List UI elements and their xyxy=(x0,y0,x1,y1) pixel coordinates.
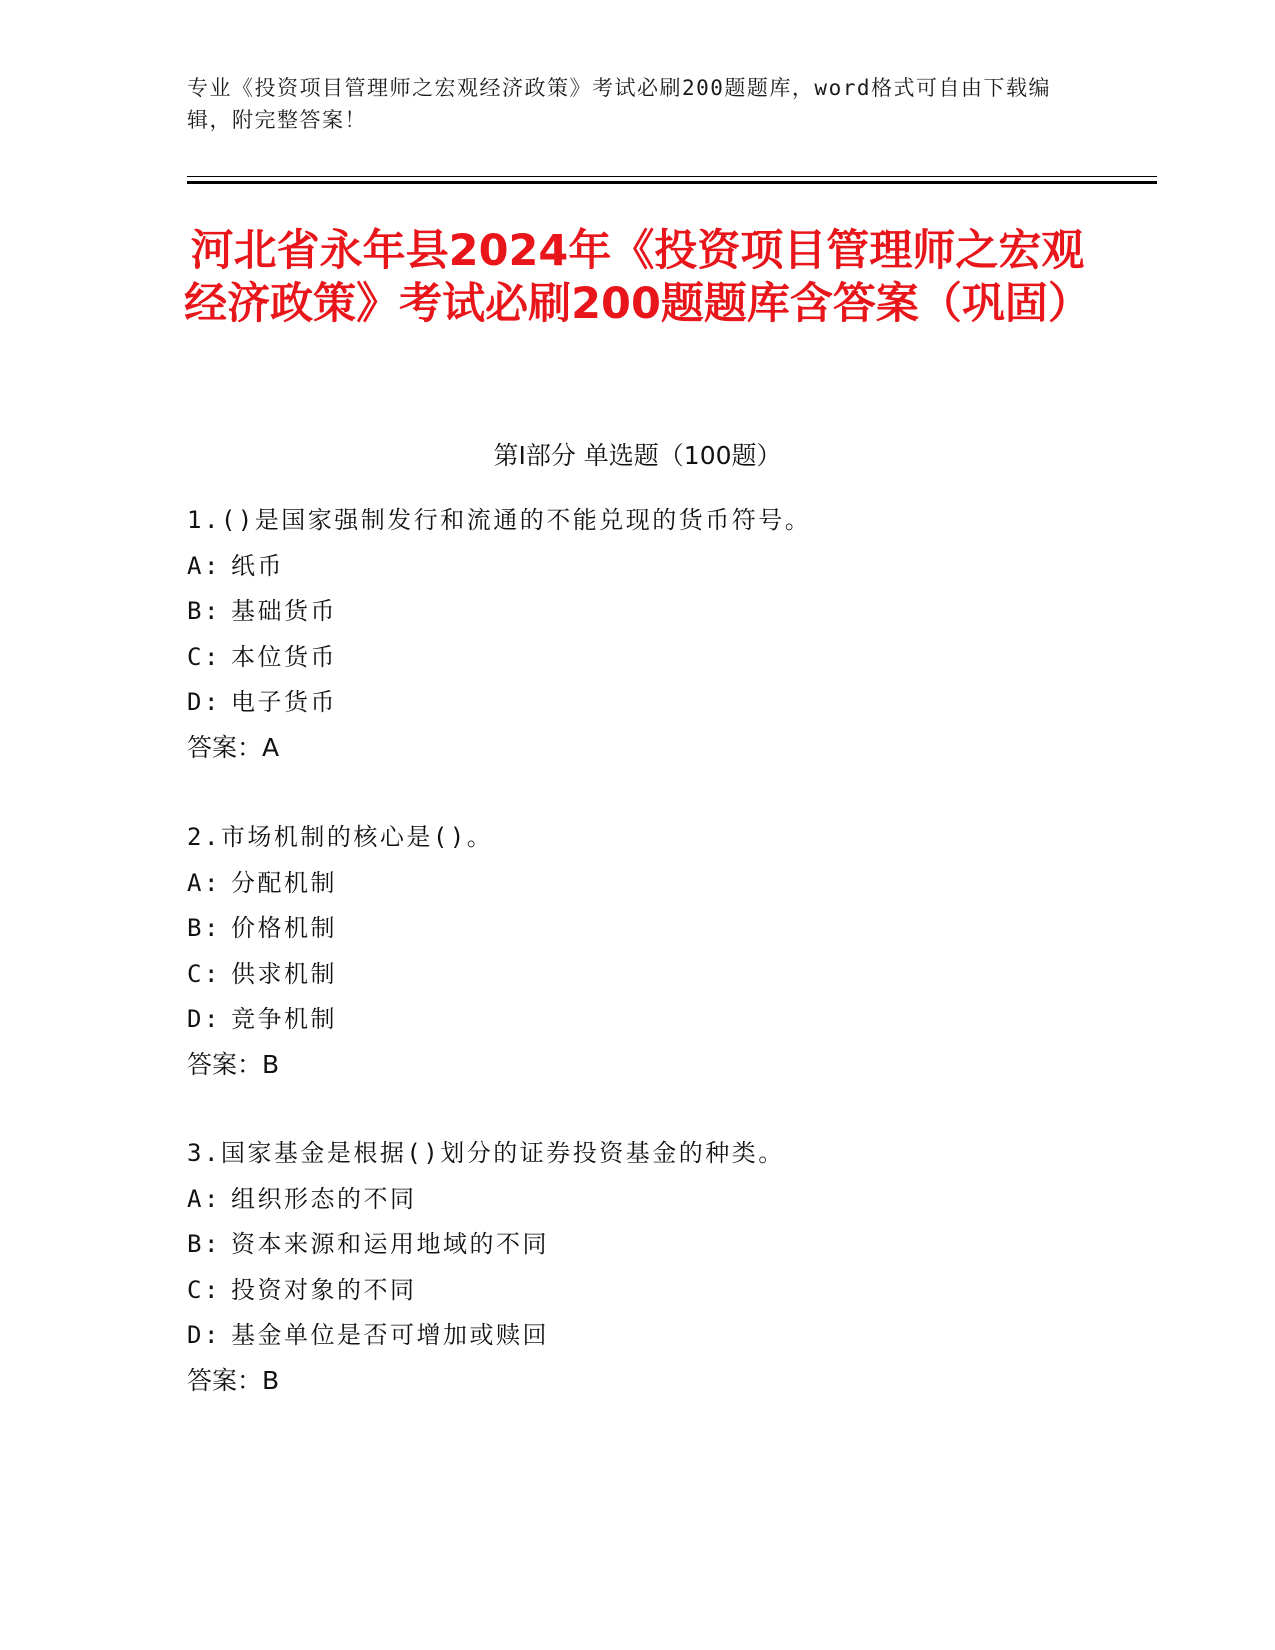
option-b xyxy=(187,1229,1137,1275)
question-1 xyxy=(187,505,1137,778)
option-key: B: xyxy=(187,1230,221,1259)
header-note: 专业《投资项目管理师之宏观经济政策》考试必刷200题题库，word格式可自由下载编辑，附完整答案！ xyxy=(187,76,1051,132)
header-divider-thick xyxy=(187,181,1157,184)
option-key: D: xyxy=(187,688,221,717)
option-text: 供求机制 xyxy=(231,959,337,988)
option-a xyxy=(187,551,1137,597)
document-title: 河北省永年县2024年《投资项目管理师之宏观经济政策》考试必刷200题题库含答案（巩固） xyxy=(184,226,1091,329)
option-a xyxy=(187,868,1137,914)
option-text: 价格机制 xyxy=(231,914,337,943)
option-key: D: xyxy=(187,1005,221,1034)
option-text: 投资对象的不同 xyxy=(231,1275,417,1304)
question-stem: 1.()是国家强制发行和流通的不能兑现的货币符号。 xyxy=(187,506,812,534)
option-key: B: xyxy=(187,914,221,943)
option-d xyxy=(187,1004,1137,1050)
option-a xyxy=(187,1184,1137,1230)
option-d xyxy=(187,687,1137,733)
answer-line: 答案：A xyxy=(187,732,280,762)
option-text: 基金单位是否可增加或赎回 xyxy=(231,1321,549,1350)
option-text: 分配机制 xyxy=(231,868,337,897)
option-text: 电子货币 xyxy=(231,688,337,717)
option-c xyxy=(187,959,1137,1005)
option-key: C: xyxy=(187,642,221,671)
option-c xyxy=(187,642,1137,688)
option-c xyxy=(187,1275,1137,1321)
question-2 xyxy=(187,822,1137,1095)
question-stem: 3.国家基金是根据()划分的证券投资基金的种类。 xyxy=(187,1139,785,1167)
option-text: 资本来源和运用地域的不同 xyxy=(231,1230,549,1259)
option-d xyxy=(187,1320,1137,1366)
option-text: 基础货币 xyxy=(231,597,337,626)
option-text: 本位货币 xyxy=(231,642,337,671)
option-key: C: xyxy=(187,959,221,988)
option-key: D: xyxy=(187,1321,221,1350)
section-heading: 第Ⅰ部分 单选题（100题） xyxy=(493,441,782,470)
header-divider-thin xyxy=(187,176,1157,177)
option-key: C: xyxy=(187,1275,221,1304)
question-stem: 2.市场机制的核心是()。 xyxy=(187,823,494,851)
option-key: B: xyxy=(187,597,221,626)
option-key: A: xyxy=(187,551,221,580)
option-text: 竞争机制 xyxy=(231,1005,337,1034)
option-b xyxy=(187,913,1137,959)
answer-line: 答案：B xyxy=(187,1365,280,1395)
option-text: 纸币 xyxy=(231,551,284,580)
option-key: A: xyxy=(187,868,221,897)
question-3 xyxy=(187,1138,1137,1411)
answer-line: 答案：B xyxy=(187,1049,280,1079)
option-text: 组织形态的不同 xyxy=(231,1184,417,1213)
option-b xyxy=(187,596,1137,642)
option-key: A: xyxy=(187,1184,221,1213)
